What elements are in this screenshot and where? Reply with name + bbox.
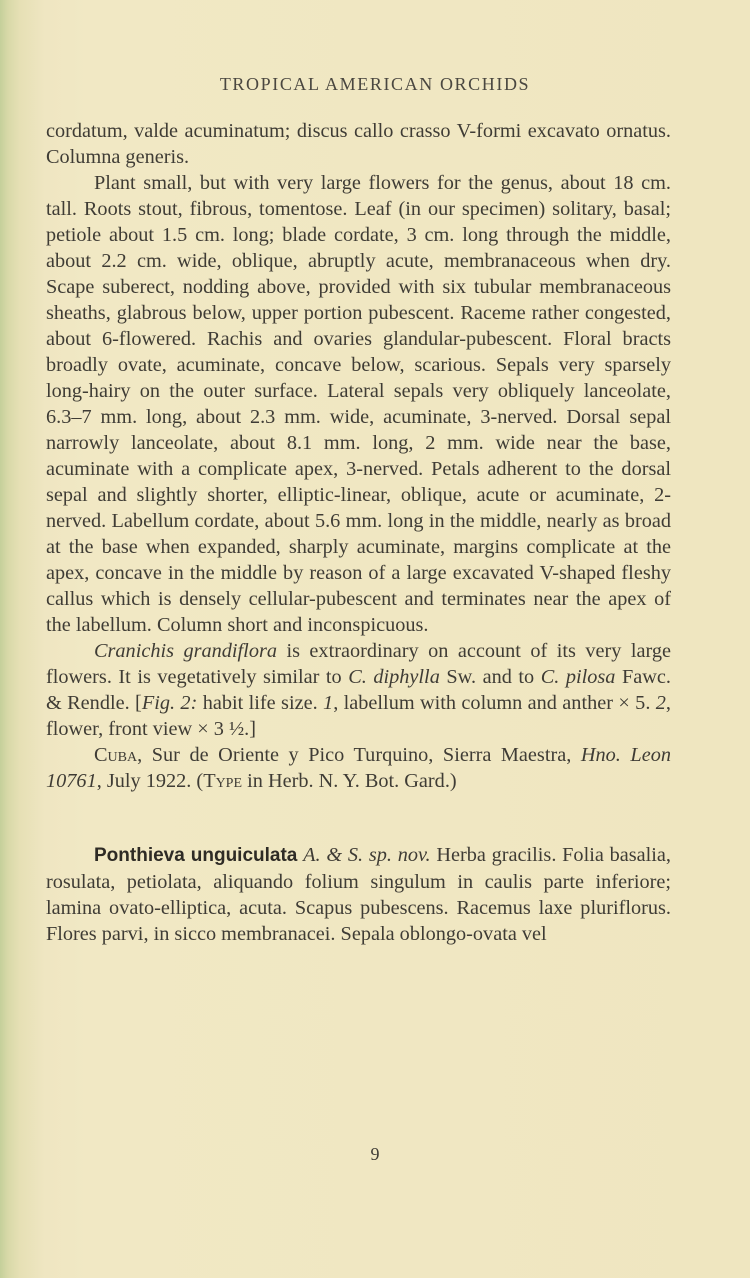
- species-heading: Ponthieva unguiculata: [94, 845, 298, 866]
- species-authority: A. & S. sp. nov.: [303, 844, 431, 866]
- running-header: TROPICAL AMERICAN ORCHIDS: [219, 74, 531, 94]
- figure-part: 1: [323, 692, 334, 714]
- locality-country: Cuba: [94, 744, 138, 766]
- paragraph-new-species: Ponthieva unguiculata A. & S. sp. nov. Herba gracilis. Folia basalia, rosulata, petiolata, aliquando folium singulum in caulis parte inferiore; lamina ovato-elliptica, acuta. Scapus pubescens. Racemus laxe pluriflorus. Flores parvi, in sicco membranacei. Sepala oblongo-ovata vel: [46, 844, 671, 945]
- type-label: Type: [203, 770, 243, 792]
- paragraph-specimen: Cuba, Sur de Oriente y Pico Turquino, Sierra Maestra, Hno. Leon 10761, July 1922. (Type in Herb. N. Y. Bot. Gard.): [46, 744, 671, 792]
- species-name: Cranichis grandiflora: [94, 640, 277, 662]
- species-ref: C. diphylla: [348, 666, 440, 688]
- figure-ref: Fig. 2:: [141, 692, 198, 714]
- page-number: 9: [370, 1144, 380, 1164]
- paragraph-latin-continuation: cordatum, valde acuminatum; discus callo crasso V-formi excavato ornatus. Columna generis.: [46, 120, 671, 168]
- paragraph-description: Plant small, but with very large flowers for the genus, about 18 cm. tall. Roots stout, fibrous, tomentose. Leaf (in our specimen) solitary, basal; petiole about 1.5 cm. long; blade cordate, 3 cm. long through the middle, about 2.2 cm. wide, oblique, abruptly acute, membranaceous when dry. Scape suberect, nodding above, provided with six tubular membranaceous sheaths, glabrous below, upper portion pubescent. Raceme rather congested, about 6-flowered. Rachis and ovaries glandular-pubescent. Floral bracts broadly ovate, acuminate, concave below, scarious. Sepals very sparsely long-hairy on the outer surface. Lateral sepals very obliquely lanceolate, 6.3–7 mm. long, about 2.3 mm. wide, acuminate, 3-nerved. Dorsal sepal narrowly lanceolate, about 8.1 mm. long, 2 mm. wide near the base, acuminate with a complicate apex, 3-nerved. Petals adherent to the dorsal sepal and slightly shorter, elliptic-linear, oblique, acute or acuminate, 2-nerved. Labellum cordate, about 5.6 mm. long in the middle, nearly as broad at the base when expanded, sharply acuminate, margins complicate at the apex, concave in the middle by reason of a large excavated V-shaped fleshy callus which is densely cellular-pubescent and terminates near the apex of the labellum. Column short and inconspicuous.: [46, 172, 671, 636]
- paragraph-remarks: Cranichis grandiflora is extraordinary on account of its very large flowers. It is vegetatively similar to C. diphylla Sw. and to C. pilosa Fawc. & Rendle. [Fig. 2: habit life size. 1, labellum with column and anther × 5. 2, flower, front view × 3 ½.]: [46, 640, 671, 740]
- figure-part: 2: [655, 692, 666, 714]
- species-ref: C. pilosa: [540, 666, 616, 688]
- collector: Hno. Leon 10761: [46, 744, 671, 792]
- page-body: [46, 118, 671, 947]
